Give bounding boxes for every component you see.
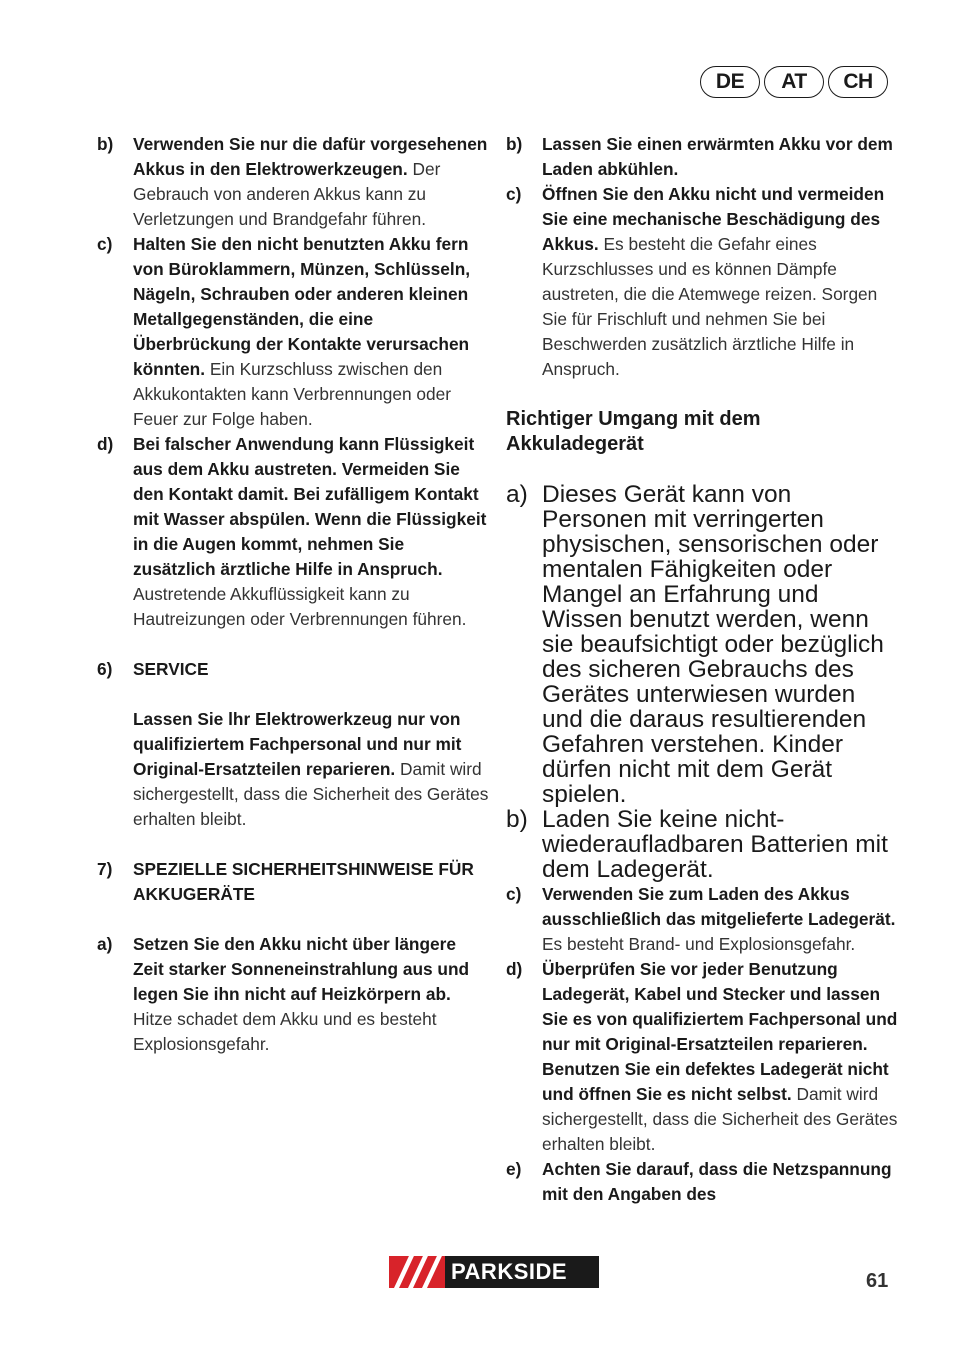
section-heading: Richtiger Umgang mit dem Akkuladegerät [506, 408, 761, 455]
item-text: Austretende Akkuflüssigkeit kann zu Hautreizungen oder Verbrennungen führen. [133, 584, 467, 629]
section-title: SERVICE [133, 659, 209, 679]
list-item [506, 882, 898, 957]
item-bold-text: Achten Sie darauf, dass die Netzspannung mit den Angaben des [542, 1159, 892, 1204]
item-text: Ein Kurzschluss zwischen den Akkukontakten kann Verbrennungen oder Feuer zur Folge haben. [133, 359, 452, 429]
list-item [97, 132, 489, 232]
section-title: SPEZIELLE SICHERHEITSHINWEISE FÜR AKKUGERÄTE [133, 859, 474, 904]
item-label: c) [506, 884, 522, 904]
section-label: 7) [97, 859, 113, 879]
right-column [506, 132, 898, 1207]
item-text: Laden Sie keine nicht-wiederaufladbaren Batterien mit dem Ladegerät. [542, 806, 888, 883]
section-6 [97, 657, 489, 832]
left-column [97, 132, 489, 1057]
list-item [97, 932, 489, 1057]
item-label: b) [506, 134, 523, 154]
item-bold-text: Lassen Sie lhr Elektrowerkzeug nur von qualifiziertem Fachpersonal und nur mit Original-Ersatzteilen reparieren. [133, 709, 462, 779]
item-text: Damit wird sichergestellt, dass die Sicherheit des Gerätes erhalten bleibt. [542, 1084, 898, 1154]
item-text: Damit wird sichergestellt, dass die Sicherheit des Gerätes erhalten bleibt. [133, 759, 489, 829]
item-label: d) [506, 959, 523, 979]
list-item [506, 182, 898, 382]
item-bold-text: Bei falscher Anwendung kann Flüssigkeit aus dem Akku austreten. Vermeiden Sie den Kontakt damit. Bei zufälligem Kontakt mit Wasser abspülen. Wenn die Flüssigkeit in die Augen kommt, nehmen Sie zusätzlich ärztliche Hilfe in Anspruch. [133, 434, 487, 579]
country-badge-de: DE [700, 66, 760, 98]
item-label: e) [506, 1159, 522, 1179]
item-bold-text: Halten Sie den nicht benutzten Akku fern von Büroklammern, Münzen, Schlüsseln, Nägeln, Schrauben oder anderen kleinen Metallgegenständen, die eine Überbrückung der Kontakte verursachen könnten. [133, 234, 471, 379]
item-label: d) [97, 434, 114, 454]
item-text: Dieses Gerät kann von Personen mit verringerten physischen, sensorischen oder mentalen Fähigkeiten oder Mangel an Erfahrung und Wissen benutzt werden, wenn sie beaufsichtigt oder bezüglich des sicheren Gebrauchs des Gerätes unterwiesen wurden und die daraus resultierenden Gefahren verstehen. Kinder dürfen nicht mit dem Gerät spielen. [542, 481, 884, 808]
item-label: a) [506, 481, 528, 508]
item-text: Es besteht die Gefahr eines Kurzschlusses und es können Dämpfe austreten, die die Atemwege reizen. Sorgen Sie für Frischluft und nehmen Sie bei Beschwerden zusätzlich ärztliche Hilfe in Anspruch. [542, 234, 878, 379]
country-badge-ch: CH [828, 66, 888, 98]
item-label: a) [97, 934, 113, 954]
section-7 [97, 857, 489, 907]
item-bold-text: Lassen Sie einen erwärmten Akku vor dem Laden abkühlen. [542, 134, 893, 179]
list-item [506, 1157, 898, 1207]
country-badges [700, 66, 888, 98]
item-bold-text: Überprüfen Sie vor jeder Benutzung Ladegerät, Kabel und Stecker und lassen Sie es von qualifiziertem Fachpersonal und nur mit Original-Ersatzteilen reparieren. Benutzen Sie ein defektes Ladegerät nicht und öffnen Sie es nicht selbst. [542, 959, 898, 1104]
logo-text: PARKSIDE [451, 1259, 568, 1284]
item-bold-text: Setzen Sie den Akku nicht über längere Zeit starker Sonneneinstrahlung aus und legen Sie ihn nicht auf Heizkörpern ab. [133, 934, 470, 1004]
section-label: 6) [97, 659, 113, 679]
list-item [97, 432, 489, 632]
item-bold-text: Verwenden Sie nur die dafür vorgesehenen Akkus in den Elektrowerkzeugen. [133, 134, 488, 179]
list-item [97, 232, 489, 432]
list-item [506, 807, 898, 882]
country-badge-at: AT [764, 66, 824, 98]
item-label: b) [506, 806, 528, 833]
item-label: b) [97, 134, 114, 154]
parkside-logo [389, 1256, 599, 1288]
item-text: Hitze schadet dem Akku und es besteht Explosionsgefahr. [133, 1009, 437, 1054]
item-label: c) [97, 234, 113, 254]
list-item [506, 957, 898, 1157]
item-text: Es besteht Brand- und Explosionsgefahr. [542, 934, 856, 954]
item-text: Der Gebrauch von anderen Akkus kann zu Verletzungen und Brandgefahr führen. [133, 159, 441, 229]
page-number: 61 [866, 1270, 889, 1292]
item-bold-text: Öffnen Sie den Akku nicht und vermeiden Sie eine mechanische Beschädigung des Akkus. [542, 184, 885, 254]
list-item [506, 482, 898, 807]
item-bold-text: Verwenden Sie zum Laden des Akkus ausschließlich das mitgelieferte Ladegerät. [542, 884, 896, 929]
item-label: c) [506, 184, 522, 204]
list-item [506, 132, 898, 182]
logo-stripes-icon [389, 1256, 445, 1288]
